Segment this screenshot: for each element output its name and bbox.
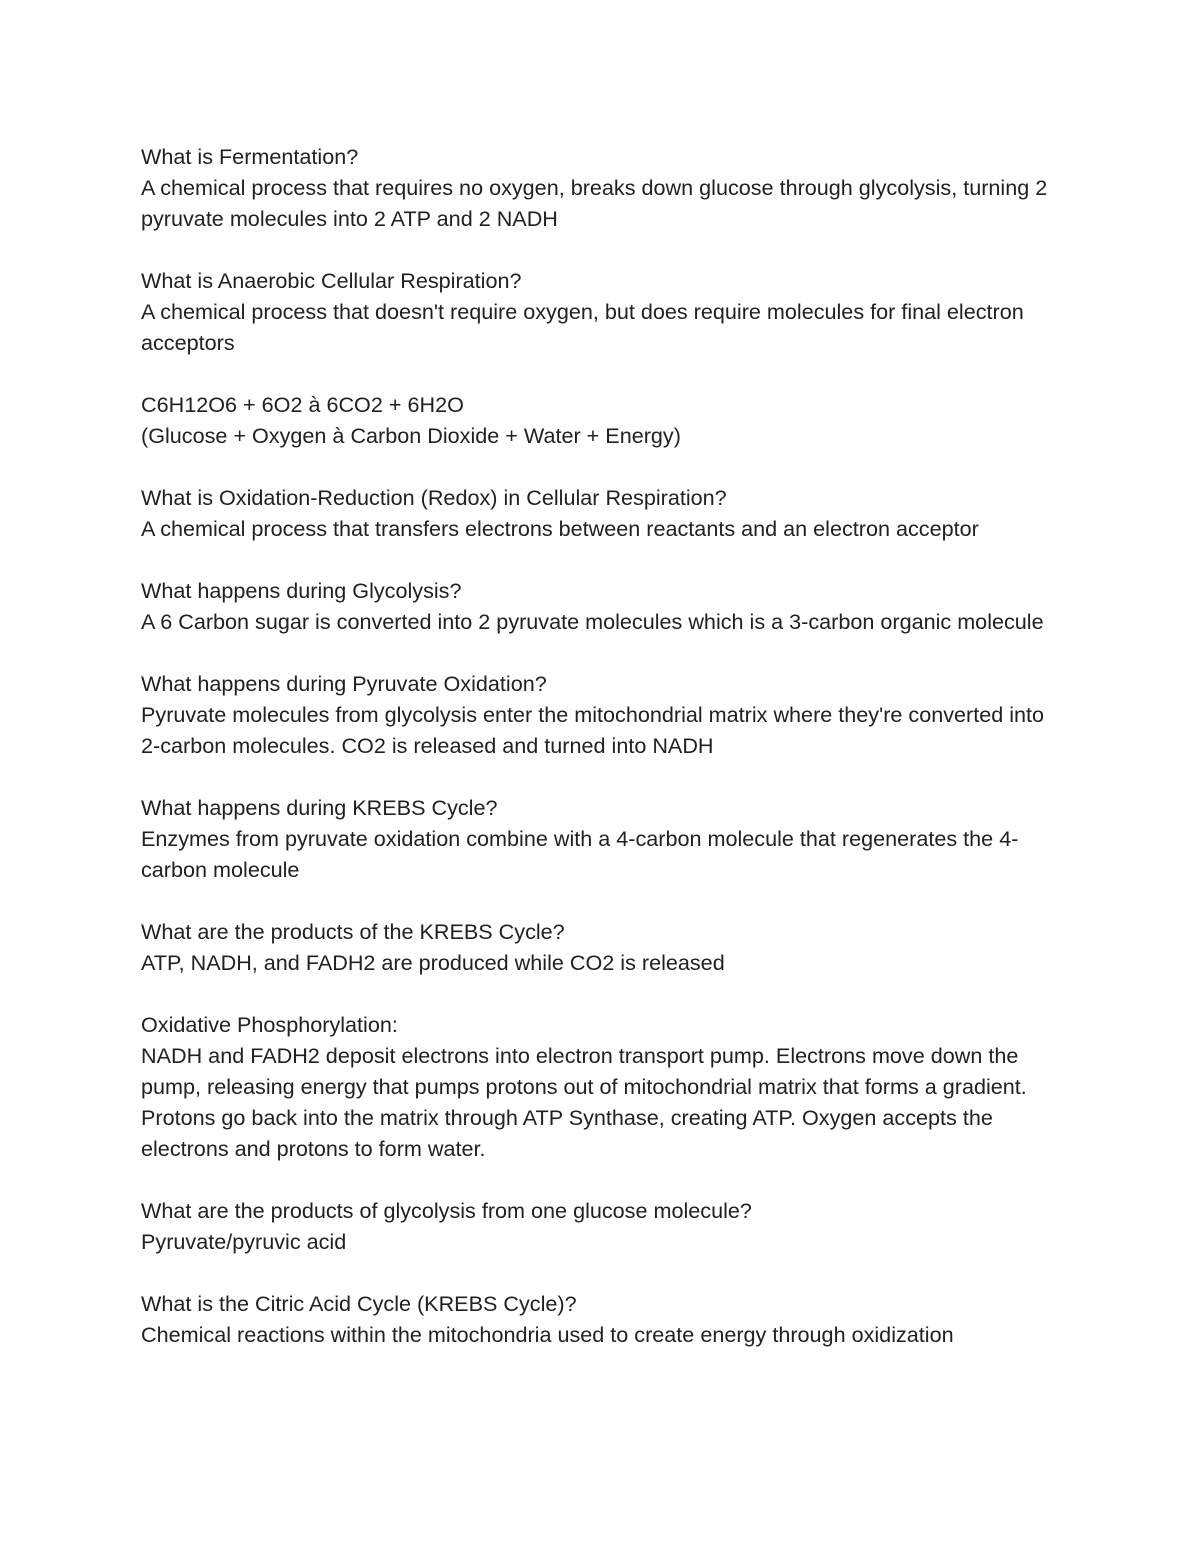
equation-block: [141, 389, 1066, 451]
answer-text: Enzymes from pyruvate oxidation combine with a 4-carbon molecule that regenerates the 4-carbon molecule: [141, 826, 1019, 882]
question-text: Oxidative Phosphorylation:: [141, 1012, 398, 1037]
qa-block-anaerobic: [141, 265, 1066, 358]
qa-block-oxidative-phosphorylation: [141, 1009, 1066, 1164]
qa-block-pyruvate-oxidation: [141, 668, 1066, 761]
qa-block-krebs-products: [141, 916, 1066, 978]
question-text: What are the products of the KREBS Cycle?: [141, 919, 565, 944]
qa-block-glycolysis-products: [141, 1195, 1066, 1257]
answer-text: A chemical process that transfers electrons between reactants and an electron acceptor: [141, 516, 979, 541]
answer-text: Chemical reactions within the mitochondria used to create energy through oxidization: [141, 1322, 954, 1347]
answer-text: A 6 Carbon sugar is converted into 2 pyruvate molecules which is a 3-carbon organic molecule: [141, 609, 1044, 634]
question-text: What is Anaerobic Cellular Respiration?: [141, 268, 522, 293]
qa-block-krebs-cycle: [141, 792, 1066, 885]
document-page: [141, 141, 1066, 1381]
answer-text: A chemical process that requires no oxygen, breaks down glucose through glycolysis, turning 2 pyruvate molecules into 2 ATP and 2 NADH: [141, 175, 1054, 231]
answer-text: Pyruvate molecules from glycolysis enter the mitochondrial matrix where they're converted into 2-carbon molecules. CO2 is released and turned into NADH: [141, 702, 1051, 758]
question-text: What is Oxidation-Reduction (Redox) in Cellular Respiration?: [141, 485, 727, 510]
qa-block-redox: [141, 482, 1066, 544]
chemical-equation: C6H12O6 + 6O2 à 6CO2 + 6H2O: [141, 392, 464, 417]
answer-text: Pyruvate/pyruvic acid: [141, 1229, 347, 1254]
answer-text: ATP, NADH, and FADH2 are produced while CO2 is released: [141, 950, 725, 975]
question-text: What is the Citric Acid Cycle (KREBS Cycle)?: [141, 1291, 577, 1316]
question-text: What is Fermentation?: [141, 144, 359, 169]
answer-text: A chemical process that doesn't require oxygen, but does require molecules for final electron acceptors: [141, 299, 1030, 355]
answer-text: NADH and FADH2 deposit electrons into electron transport pump. Electrons move down the pump, releasing energy that pumps protons out of mitochondrial matrix that forms a gradient. Protons go back into the matrix through ATP Synthase, creating ATP. Oxygen accepts the electrons and protons to form water.: [141, 1043, 1033, 1161]
qa-block-citric-acid-cycle: [141, 1288, 1066, 1350]
question-text: What happens during Pyruvate Oxidation?: [141, 671, 547, 696]
question-text: What happens during Glycolysis?: [141, 578, 462, 603]
qa-block-fermentation: [141, 141, 1066, 234]
word-equation: (Glucose + Oxygen à Carbon Dioxide + Water + Energy): [141, 423, 681, 448]
qa-block-glycolysis: [141, 575, 1066, 637]
question-text: What happens during KREBS Cycle?: [141, 795, 498, 820]
question-text: What are the products of glycolysis from one glucose molecule?: [141, 1198, 752, 1223]
